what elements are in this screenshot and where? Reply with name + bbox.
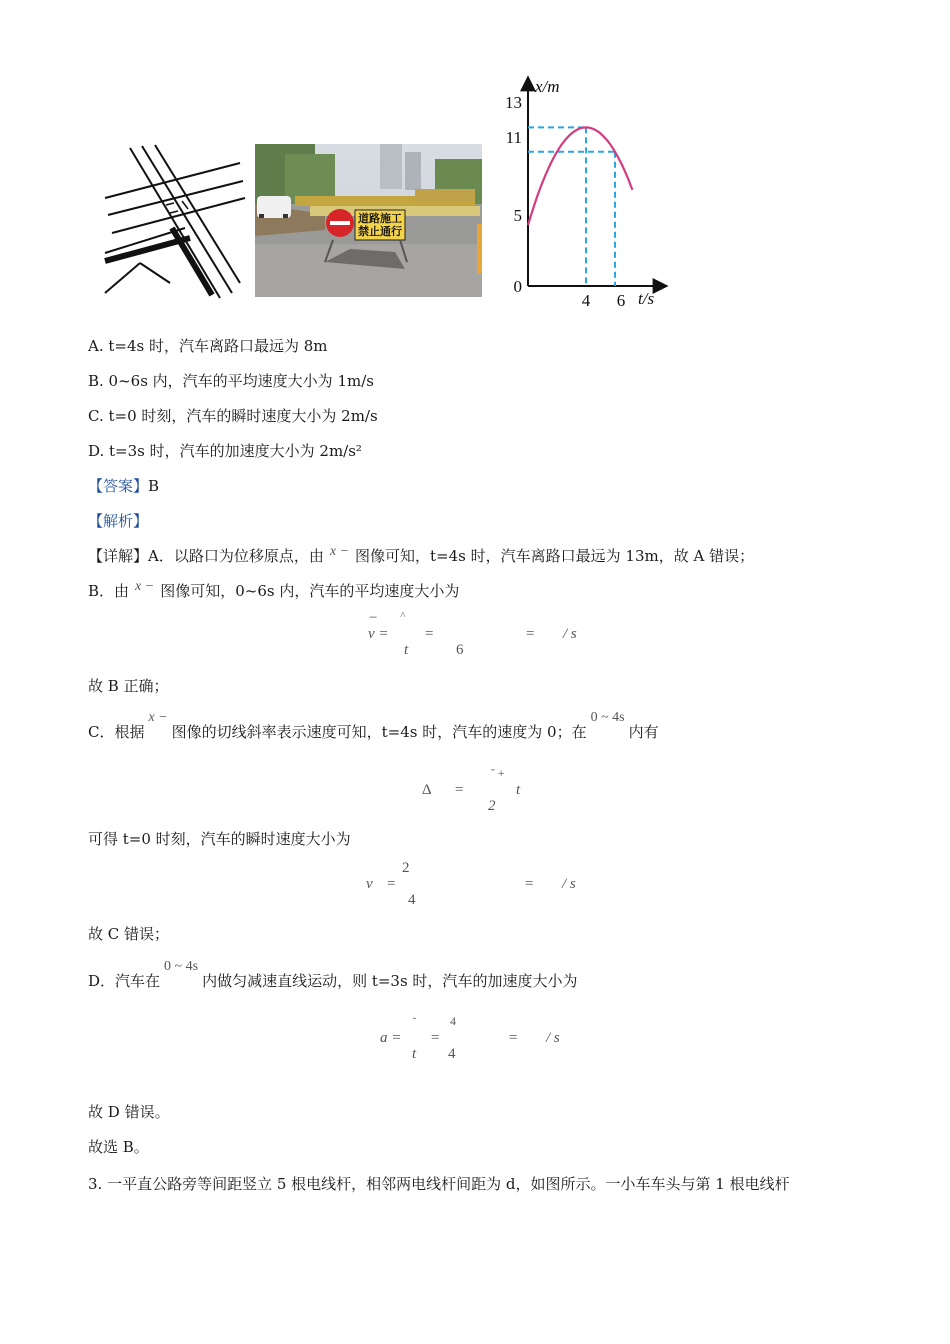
analysis-line xyxy=(88,511,148,531)
sign-text-line2: 禁止通行 xyxy=(358,225,402,238)
y-tick-0: 0 xyxy=(513,277,522,296)
option-b: B. 0~6s 内，汽车的平均速度大小为 1m/s xyxy=(88,372,374,390)
equation-initial-velocity: v = 2 4 = / s xyxy=(366,860,576,908)
x-axis-label: t/s xyxy=(638,289,655,308)
option-d: D. t=3s 时，汽车的加速度大小为 2m/s² xyxy=(88,442,362,460)
detail-d: D．汽车在0 ~ 4s内做匀减速直线运动，则 t=3s 时，汽车的加速度大小为 xyxy=(88,959,578,990)
x-tick-6: 6 xyxy=(616,291,626,310)
intersection-sketch xyxy=(100,143,246,299)
y-tick-5: 5 xyxy=(513,206,522,225)
detail-c2: 可得 t=0 时刻，汽车的瞬时速度大小为 xyxy=(88,830,351,848)
detail-c: C．根据x −图像的切线斜率表示速度可知，t=4s 时，汽车的速度为 0；在0 ~ 4s内有 xyxy=(88,710,659,741)
conclusion-b: 故 B 正确； xyxy=(88,677,169,695)
road-work-photo xyxy=(255,144,482,297)
x-tick-4: 4 xyxy=(581,291,591,310)
y-axis-label: x/m xyxy=(535,77,560,96)
equation-displacement: Δ = ˘ + 2 t xyxy=(422,766,521,814)
conclusion-d: 故 D 错误。 xyxy=(88,1103,170,1121)
xt-fragment: x − xyxy=(329,544,350,559)
final-choice: 故选 B。 xyxy=(88,1138,149,1156)
equation-acceleration: a = ˘ t = 4 4 = / s xyxy=(380,1014,560,1062)
sign-text-line1: 道路施工 xyxy=(358,212,402,225)
answer-tag: 【答案】 xyxy=(88,477,149,495)
position-curve xyxy=(528,127,632,225)
y-tick-13: 13 xyxy=(505,93,522,112)
option-c: C. t=0 时刻，汽车的瞬时速度大小为 2m/s xyxy=(88,407,378,425)
option-a: A. t=4s 时，汽车离路口最远为 8m xyxy=(88,337,328,355)
range-fragment: 0 ~ 4s xyxy=(590,710,625,725)
equation-avg-velocity: − v = ^ t = 6 = / s xyxy=(368,610,577,658)
conclusion-c: 故 C 错误； xyxy=(88,925,170,943)
detail-b: B．由 x − 图像可知，0~6s 内，汽车的平均速度大小为 xyxy=(88,579,460,600)
answer-value: B xyxy=(148,477,160,495)
detail-a: 【详解】A．以路口为位移原点，由 x − 图像可知，t=4s 时，汽车离路口最远为 13m，故 A 错误； xyxy=(88,544,755,565)
detail-tag: 【详解】 xyxy=(88,547,149,565)
answer-line xyxy=(88,476,159,496)
analysis-tag: 【解析】 xyxy=(88,512,149,530)
y-tick-11: 11 xyxy=(505,128,522,147)
next-question: 3. 一平直公路旁等间距竖立 5 根电线杆，相邻两电线杆间距为 d，如图所示。一小车车头与第 1 根电线杆 xyxy=(88,1175,790,1193)
xt-graph xyxy=(495,72,675,312)
